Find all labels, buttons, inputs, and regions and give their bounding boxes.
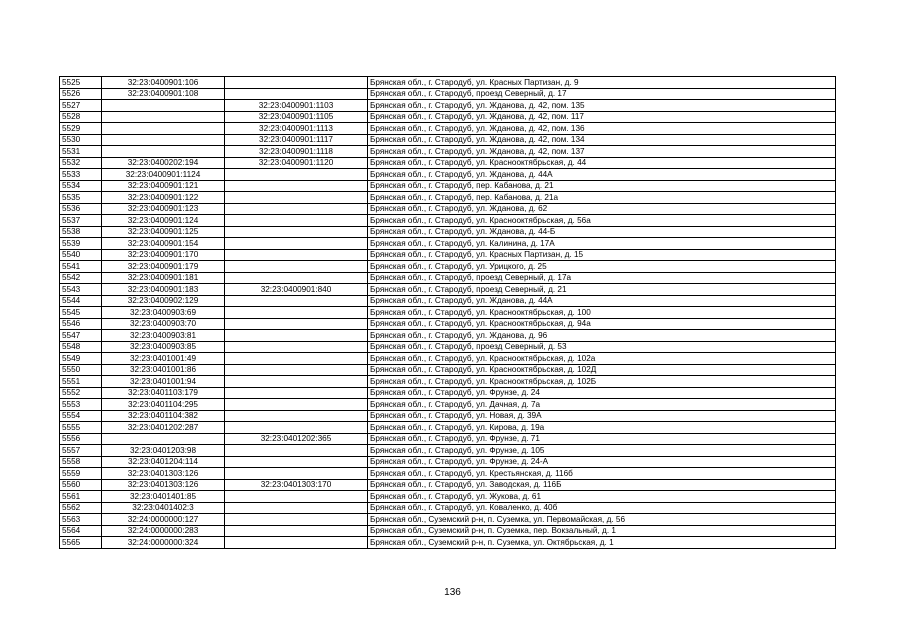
row-number-cell: 5527 [60, 100, 102, 112]
related-cadastral-number-cell [225, 169, 368, 181]
table-row [60, 261, 836, 273]
related-cadastral-number-cell: 32:23:0400901:1118 [225, 146, 368, 158]
table-row [60, 203, 836, 215]
related-cadastral-number-cell [225, 399, 368, 411]
row-number-cell: 5539 [60, 238, 102, 250]
row-number-cell: 5536 [60, 203, 102, 215]
row-number-cell: 5560 [60, 479, 102, 491]
table-row [60, 77, 836, 89]
page-number: 136 [444, 587, 461, 598]
address-cell: Брянская обл., г. Стародуб, ул. Жданова, д. 44А [368, 295, 836, 307]
related-cadastral-number-cell [225, 192, 368, 204]
table-row [60, 422, 836, 434]
table-row [60, 100, 836, 112]
table-row [60, 433, 836, 445]
row-number-cell: 5544 [60, 295, 102, 307]
cadastral-number-cell: 32:23:0401303:126 [102, 468, 225, 480]
related-cadastral-number-cell [225, 88, 368, 100]
row-number-cell: 5563 [60, 514, 102, 526]
related-cadastral-number-cell [225, 77, 368, 89]
table-row [60, 491, 836, 503]
table-row [60, 514, 836, 526]
table-row [60, 502, 836, 514]
cadastral-number-cell: 32:23:0400901:121 [102, 180, 225, 192]
row-number-cell: 5531 [60, 146, 102, 158]
cadastral-number-cell: 32:23:0400903:81 [102, 330, 225, 342]
table-row [60, 537, 836, 549]
row-number-cell: 5555 [60, 422, 102, 434]
address-cell: Брянская обл., г. Стародуб, ул. Жданова, д. 42, пом. 137 [368, 146, 836, 158]
row-number-cell: 5547 [60, 330, 102, 342]
cadastral-number-cell: 32:24:0000000:283 [102, 525, 225, 537]
cadastral-number-cell: 32:23:0400901:181 [102, 272, 225, 284]
row-number-cell: 5552 [60, 387, 102, 399]
table-row [60, 111, 836, 123]
related-cadastral-number-cell [225, 272, 368, 284]
table-row [60, 295, 836, 307]
related-cadastral-number-cell [225, 307, 368, 319]
address-cell: Брянская обл., г. Стародуб, ул. Жданова, д. 42, пом. 134 [368, 134, 836, 146]
cadastral-number-cell: 32:23:0401103:179 [102, 387, 225, 399]
address-cell: Брянская обл., г. Стародуб, ул. Жданова, д. 42, пом. 135 [368, 100, 836, 112]
address-cell: Брянская обл., г. Стародуб, ул. Жданова, д. 42, пом. 117 [368, 111, 836, 123]
table-row [60, 456, 836, 468]
table-row [60, 146, 836, 158]
cadastral-number-cell: 32:23:0401204:114 [102, 456, 225, 468]
related-cadastral-number-cell [225, 537, 368, 549]
table-row [60, 272, 836, 284]
cadastral-number-cell: 32:23:0401001:94 [102, 376, 225, 388]
cadastral-number-cell [102, 134, 225, 146]
cadastral-number-cell: 32:23:0401001:86 [102, 364, 225, 376]
related-cadastral-number-cell [225, 410, 368, 422]
table-row [60, 238, 836, 250]
table-row [60, 341, 836, 353]
related-cadastral-number-cell [225, 203, 368, 215]
row-number-cell: 5535 [60, 192, 102, 204]
row-number-cell: 5554 [60, 410, 102, 422]
address-cell: Брянская обл., г. Стародуб, ул. Жданова, д. 44-Б [368, 226, 836, 238]
cadastral-number-cell: 32:23:0401104:382 [102, 410, 225, 422]
table-row [60, 376, 836, 388]
related-cadastral-number-cell [225, 318, 368, 330]
cadastral-number-cell: 32:23:0400901:123 [102, 203, 225, 215]
related-cadastral-number-cell: 32:23:0401202:365 [225, 433, 368, 445]
related-cadastral-number-cell [225, 341, 368, 353]
cadastral-number-cell [102, 123, 225, 135]
address-cell: Брянская обл., г. Стародуб, проезд Северный, д. 21 [368, 284, 836, 296]
related-cadastral-number-cell [225, 514, 368, 526]
row-number-cell: 5538 [60, 226, 102, 238]
row-number-cell: 5530 [60, 134, 102, 146]
row-number-cell: 5540 [60, 249, 102, 261]
table-row [60, 468, 836, 480]
table-row [60, 169, 836, 181]
related-cadastral-number-cell [225, 261, 368, 273]
row-number-cell: 5548 [60, 341, 102, 353]
address-cell: Брянская обл., г. Стародуб, ул. Заводская, д. 116Б [368, 479, 836, 491]
table-row [60, 410, 836, 422]
cadastral-number-cell: 32:23:0400903:85 [102, 341, 225, 353]
row-number-cell: 5545 [60, 307, 102, 319]
cadastral-number-cell: 32:24:0000000:127 [102, 514, 225, 526]
address-cell: Брянская обл., г. Стародуб, ул. Фрунзе, д. 24 [368, 387, 836, 399]
table-row [60, 157, 836, 169]
row-number-cell: 5564 [60, 525, 102, 537]
row-number-cell: 5528 [60, 111, 102, 123]
related-cadastral-number-cell [225, 238, 368, 250]
row-number-cell: 5529 [60, 123, 102, 135]
related-cadastral-number-cell [225, 180, 368, 192]
table-row [60, 364, 836, 376]
address-cell: Брянская обл., г. Стародуб, ул. Краснооктябрьская, д. 94а [368, 318, 836, 330]
address-cell: Брянская обл., г. Стародуб, ул. Краснооктябрьская, д. 102а [368, 353, 836, 365]
cadastral-number-cell: 32:23:0400903:69 [102, 307, 225, 319]
related-cadastral-number-cell [225, 502, 368, 514]
cadastral-number-cell: 32:23:0401203:98 [102, 445, 225, 457]
table-row [60, 307, 836, 319]
address-cell: Брянская обл., г. Стародуб, ул. Урицкого, д. 25 [368, 261, 836, 273]
address-cell: Брянская обл., г. Стародуб, ул. Дачная, д. 7а [368, 399, 836, 411]
row-number-cell: 5565 [60, 537, 102, 549]
address-cell: Брянская обл., г. Стародуб, ул. Фрунзе, д. 105 [368, 445, 836, 457]
table-row [60, 123, 836, 135]
related-cadastral-number-cell [225, 422, 368, 434]
row-number-cell: 5533 [60, 169, 102, 181]
row-number-cell: 5543 [60, 284, 102, 296]
address-cell: Брянская обл., г. Стародуб, пер. Кабанова, д. 21а [368, 192, 836, 204]
cadastral-number-cell: 32:24:0000000:324 [102, 537, 225, 549]
table-row [60, 180, 836, 192]
related-cadastral-number-cell [225, 468, 368, 480]
row-number-cell: 5561 [60, 491, 102, 503]
cadastral-number-cell: 32:23:0401001:49 [102, 353, 225, 365]
row-number-cell: 5553 [60, 399, 102, 411]
address-cell: Брянская обл., г. Стародуб, ул. Новая, д. 39А [368, 410, 836, 422]
address-cell: Брянская обл., г. Стародуб, ул. Фрунзе, д. 24-А [368, 456, 836, 468]
table-row [60, 284, 836, 296]
cadastral-number-cell: 32:23:0401104:295 [102, 399, 225, 411]
related-cadastral-number-cell: 32:23:0400901:1103 [225, 100, 368, 112]
cadastral-number-cell: 32:23:0401401:85 [102, 491, 225, 503]
cadastral-number-cell: 32:23:0401402:3 [102, 502, 225, 514]
address-cell: Брянская обл., г. Стародуб, ул. Кирова, д. 19а [368, 422, 836, 434]
table-row [60, 215, 836, 227]
row-number-cell: 5558 [60, 456, 102, 468]
table-row [60, 249, 836, 261]
address-cell: Брянская обл., г. Стародуб, пер. Кабанова, д. 21 [368, 180, 836, 192]
address-cell: Брянская обл., г. Стародуб, проезд Северный, д. 17 [368, 88, 836, 100]
cadastral-number-cell: 32:23:0400202:194 [102, 157, 225, 169]
address-cell: Брянская обл., Суземский р-н, п. Суземка, ул. Октябрьская, д. 1 [368, 537, 836, 549]
table-row [60, 399, 836, 411]
related-cadastral-number-cell: 32:23:0400901:1117 [225, 134, 368, 146]
related-cadastral-number-cell [225, 387, 368, 399]
table-row [60, 226, 836, 238]
related-cadastral-number-cell [225, 330, 368, 342]
related-cadastral-number-cell [225, 456, 368, 468]
related-cadastral-number-cell [225, 215, 368, 227]
address-cell: Брянская обл., г. Стародуб, ул. Калинина, д. 17А [368, 238, 836, 250]
cadastral-number-cell: 32:23:0400901:125 [102, 226, 225, 238]
related-cadastral-number-cell [225, 226, 368, 238]
row-number-cell: 5526 [60, 88, 102, 100]
address-cell: Брянская обл., г. Стародуб, ул. Жданова, д. 96 [368, 330, 836, 342]
table-body [60, 77, 836, 549]
row-number-cell: 5557 [60, 445, 102, 457]
row-number-cell: 5537 [60, 215, 102, 227]
address-cell: Брянская обл., г. Стародуб, проезд Северный, д. 53 [368, 341, 836, 353]
address-cell: Брянская обл., г. Стародуб, ул. Коваленко, д. 40б [368, 502, 836, 514]
address-cell: Брянская обл., г. Стародуб, ул. Жданова, д. 42, пом. 136 [368, 123, 836, 135]
row-number-cell: 5532 [60, 157, 102, 169]
table-row [60, 318, 836, 330]
cadastral-number-cell: 32:23:0400902:129 [102, 295, 225, 307]
row-number-cell: 5559 [60, 468, 102, 480]
table-row [60, 479, 836, 491]
address-cell: Брянская обл., г. Стародуб, ул. Красных Партизан, д. 9 [368, 77, 836, 89]
address-cell: Брянская обл., г. Стародуб, ул. Жукова, д. 61 [368, 491, 836, 503]
related-cadastral-number-cell [225, 525, 368, 537]
address-cell: Брянская обл., г. Стародуб, ул. Краснооктябрьская, д. 102Б [368, 376, 836, 388]
table-row [60, 525, 836, 537]
related-cadastral-number-cell [225, 445, 368, 457]
row-number-cell: 5525 [60, 77, 102, 89]
table-row [60, 353, 836, 365]
related-cadastral-number-cell: 32:23:0400901:1105 [225, 111, 368, 123]
row-number-cell: 5542 [60, 272, 102, 284]
related-cadastral-number-cell [225, 364, 368, 376]
address-cell: Брянская обл., г. Стародуб, ул. Краснооктябрьская, д. 44 [368, 157, 836, 169]
address-cell: Брянская обл., г. Стародуб, ул. Крестьянская, д. 116б [368, 468, 836, 480]
cadastral-number-cell: 32:23:0400901:170 [102, 249, 225, 261]
address-cell: Брянская обл., г. Стародуб, ул. Жданова, д. 44А [368, 169, 836, 181]
related-cadastral-number-cell: 32:23:0401303:170 [225, 479, 368, 491]
related-cadastral-number-cell: 32:23:0400901:840 [225, 284, 368, 296]
cadastral-number-cell: 32:23:0400901:122 [102, 192, 225, 204]
row-number-cell: 5534 [60, 180, 102, 192]
address-cell: Брянская обл., г. Стародуб, ул. Краснооктябрьская, д. 102Д [368, 364, 836, 376]
address-cell: Брянская обл., г. Стародуб, проезд Северный, д. 17а [368, 272, 836, 284]
related-cadastral-number-cell [225, 491, 368, 503]
cadastral-number-cell: 32:23:0400901:154 [102, 238, 225, 250]
row-number-cell: 5562 [60, 502, 102, 514]
cadastral-number-cell: 32:23:0401202:287 [102, 422, 225, 434]
address-cell: Брянская обл., Суземский р-н, п. Суземка, пер. Вокзальный, д. 1 [368, 525, 836, 537]
row-number-cell: 5550 [60, 364, 102, 376]
table-row [60, 134, 836, 146]
address-cell: Брянская обл., г. Стародуб, ул. Жданова, д. 62 [368, 203, 836, 215]
table-row [60, 88, 836, 100]
cadastral-number-cell [102, 433, 225, 445]
address-cell: Брянская обл., г. Стародуб, ул. Краснооктябрьская, д. 56а [368, 215, 836, 227]
row-number-cell: 5541 [60, 261, 102, 273]
row-number-cell: 5546 [60, 318, 102, 330]
related-cadastral-number-cell [225, 376, 368, 388]
address-cell: Брянская обл., Суземский р-н, п. Суземка, ул. Первомайская, д. 56 [368, 514, 836, 526]
row-number-cell: 5549 [60, 353, 102, 365]
table-row [60, 330, 836, 342]
related-cadastral-number-cell [225, 249, 368, 261]
table-row [60, 192, 836, 204]
table-row [60, 387, 836, 399]
cadastral-number-cell: 32:23:0400901:179 [102, 261, 225, 273]
row-number-cell: 5556 [60, 433, 102, 445]
cadastral-number-cell: 32:23:0400901:106 [102, 77, 225, 89]
cadastral-number-cell [102, 146, 225, 158]
related-cadastral-number-cell: 32:23:0400901:1120 [225, 157, 368, 169]
cadastral-number-cell: 32:23:0400901:1124 [102, 169, 225, 181]
cadastral-number-cell: 32:23:0400903:70 [102, 318, 225, 330]
address-cell: Брянская обл., г. Стародуб, ул. Красных Партизан, д. 15 [368, 249, 836, 261]
address-cell: Брянская обл., г. Стародуб, ул. Краснооктябрьская, д. 100 [368, 307, 836, 319]
related-cadastral-number-cell [225, 295, 368, 307]
cadastral-number-cell [102, 100, 225, 112]
row-number-cell: 5551 [60, 376, 102, 388]
register-table [59, 76, 836, 549]
table-row [60, 445, 836, 457]
related-cadastral-number-cell [225, 353, 368, 365]
cadastral-number-cell [102, 111, 225, 123]
cadastral-number-cell: 32:23:0400901:183 [102, 284, 225, 296]
cadastral-number-cell: 32:23:0401303:126 [102, 479, 225, 491]
cadastral-number-cell: 32:23:0400901:124 [102, 215, 225, 227]
related-cadastral-number-cell: 32:23:0400901:1113 [225, 123, 368, 135]
address-cell: Брянская обл., г. Стародуб, ул. Фрунзе, д. 71 [368, 433, 836, 445]
cadastral-number-cell: 32:23:0400901:108 [102, 88, 225, 100]
